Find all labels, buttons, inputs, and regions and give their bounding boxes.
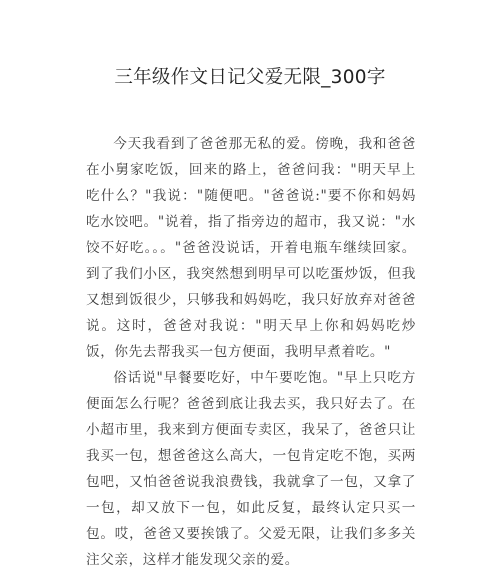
document-title: 三年级作文日记父爱无限_300字	[114, 67, 386, 88]
paragraph-2: 俗话说"早餐要吃好，中午要吃饱。"早上只吃方便面怎么行呢？爸爸到底让我去买，我只好去了。在小超市里，我来到方便面专卖区，我呆了，爸爸只让我买一包，想爸爸这么高大，一包肯定吃不饱，买两包吧，又怕爸爸说我浪费钱，我就拿了一包，又拿了一包，却又放下一包，如此反复，最终认定只买一包。哎，爸爸又要挨饿了。父爱无限，让我们多多关注父亲，这样才能发现父亲的爱。	[86, 370, 416, 568]
paragraph-1: 今天我看到了爸爸那无私的爱。傍晚，我和爸爸在小舅家吃饭，回来的路上，爸爸问我："明天早上吃什么？"我说："随便吧。"爸爸说:"要不你和妈妈吃水饺吧。"说着，指了指旁边的超市，我又说："水饺不好吃。。。"爸爸没说话，开着电瓶车继续回家。到了我们小区，我突然想到明早可以吃蛋炒饭，但我又想到饭很少，只够我和妈妈吃，我只好放弃对爸爸说。这时，爸爸对我说："明天早上你和妈妈吃炒饭，你先去帮我买一包方便面，我明早煮着吃。"	[86, 136, 416, 360]
document-body	[86, 131, 416, 573]
